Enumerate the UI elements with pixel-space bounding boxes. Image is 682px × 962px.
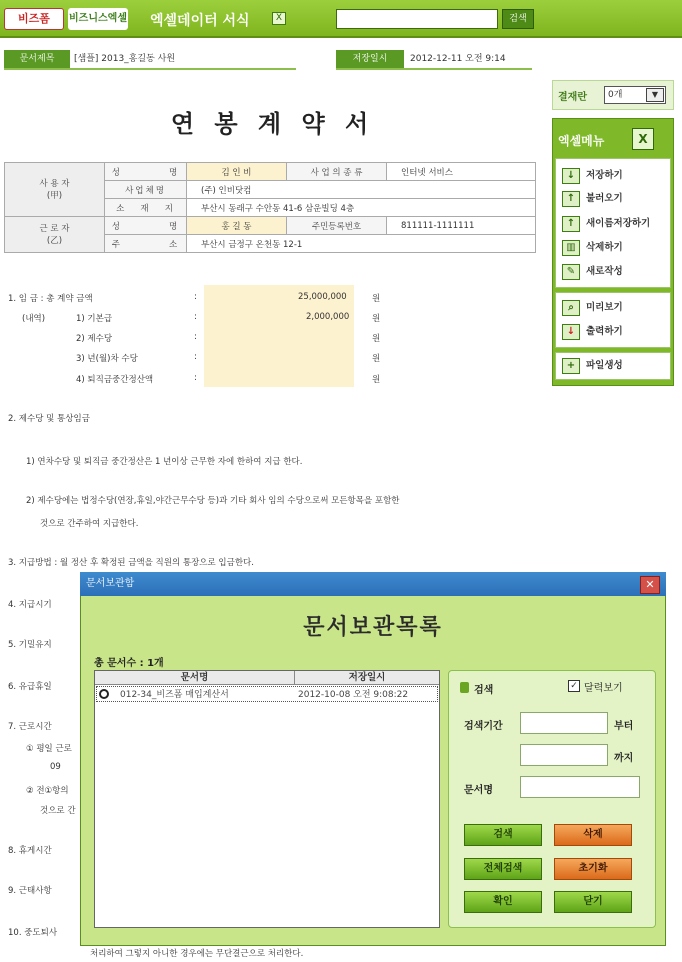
doc-list[interactable]: [94, 670, 440, 928]
section-1-title: 1. 임 금 : 총 계약 금액: [8, 294, 93, 304]
business-excel-logo[interactable]: 비즈니스엑셀: [68, 8, 128, 30]
excel-icon: X: [632, 128, 654, 150]
doc-title-label: 문서제목: [4, 50, 70, 68]
employee-name[interactable]: 홍 길 동: [187, 217, 287, 235]
colon: :: [194, 332, 197, 342]
item-base-pay: 1) 기본급: [76, 314, 113, 324]
from-label: 부터: [614, 721, 634, 732]
save-as-icon: ↑: [562, 216, 580, 232]
docname-label: 문서명: [464, 785, 493, 796]
reset-button[interactable]: 초기화: [554, 858, 632, 880]
menu-label: 저장하기: [586, 170, 623, 181]
won-unit: 원: [372, 354, 381, 364]
section-10: 10. 중도퇴사: [8, 928, 58, 938]
won-unit: 원: [372, 375, 381, 385]
menu-label: 삭제하기: [586, 242, 623, 253]
bizform-logo[interactable]: 비즈폼: [4, 8, 64, 30]
menu-label: 파일생성: [586, 360, 623, 371]
business-type-label: 사 업 의 종 류: [287, 163, 387, 181]
total-amount[interactable]: 25,000,000: [298, 292, 347, 302]
doc-count: 총 문서수 : 1개: [94, 658, 164, 669]
company-label: 사업체명: [105, 181, 187, 199]
save-date-value: 2012-12-11 오전 9:14: [410, 54, 506, 64]
company-value[interactable]: (주) 인비닷컴: [187, 181, 536, 199]
location-label: 소 재 지: [105, 199, 187, 217]
won-unit: 원: [372, 334, 381, 344]
app-title: 엑셀데이터 서식: [150, 13, 250, 29]
excel-menu-title: 엑셀메뉴: [558, 134, 605, 148]
approval-label: 결재란: [558, 92, 587, 103]
menu-preview[interactable]: [562, 298, 623, 318]
item-severance: 4) 퇴직금중간정산액: [76, 375, 154, 385]
search-panel: [448, 670, 656, 928]
period-label: 검색기간: [464, 721, 503, 732]
calendar-label: 달력보기: [584, 683, 623, 694]
excel-icon: X: [272, 12, 286, 25]
section-7-2-cont: 것으로 간: [40, 806, 76, 816]
section-7-1: ① 평일 근로: [26, 744, 72, 754]
menu-label: 새이름저장하기: [586, 218, 651, 229]
address-label: 주 소: [105, 235, 187, 253]
name-label: 성 명: [105, 163, 187, 181]
dialog-titlebar[interactable]: 문서보관함: [80, 572, 666, 596]
docname-field[interactable]: [520, 776, 640, 798]
menu-label: 출력하기: [586, 326, 623, 337]
search-panel-title: 검색: [474, 685, 494, 696]
colon: :: [194, 352, 197, 362]
id-label: 주민등록번호: [287, 217, 387, 235]
save-icon: ↓: [562, 168, 580, 184]
date-to-field[interactable]: [520, 744, 608, 766]
delete-button[interactable]: 삭제: [554, 824, 632, 846]
trash-icon: ▥: [562, 240, 580, 256]
menu-label: 새로작성: [586, 266, 623, 277]
menu-new[interactable]: [562, 262, 623, 282]
won-unit: 원: [372, 294, 381, 304]
search-icon: [460, 682, 469, 693]
section-8: 8. 휴게시간: [8, 846, 52, 856]
section-7: 7. 근로시간: [8, 722, 52, 732]
col-doc-name[interactable]: 문서명: [95, 671, 295, 685]
menu-open[interactable]: [562, 189, 623, 209]
close-button[interactable]: 닫기: [554, 891, 632, 913]
col-save-date[interactable]: 저장일시: [295, 671, 439, 685]
menu-label: 불러오기: [586, 193, 623, 204]
top-search-button[interactable]: 검색: [502, 9, 534, 29]
menu-save[interactable]: [562, 166, 623, 186]
id-number[interactable]: 811111-1111111: [387, 217, 536, 235]
menu-print[interactable]: [562, 322, 623, 342]
row-doc-name: 012-34_비즈폼 매입계산서: [120, 690, 229, 700]
new-doc-icon: ✎: [562, 264, 580, 280]
ok-button[interactable]: 확인: [464, 891, 542, 913]
item-annual-leave: 3) 년(월)차 수당: [76, 354, 138, 364]
doc-title-value: [샘플] 2013_홍길동 사원: [74, 54, 176, 64]
section-3: 3. 지급방법 : 월 정산 후 확정된 금액을 직원의 통장으로 입금한다.: [8, 558, 254, 568]
row-radio[interactable]: [99, 689, 109, 699]
print-icon: ↓: [562, 324, 580, 340]
calendar-checkbox[interactable]: ✓: [568, 680, 580, 692]
menu-delete[interactable]: [562, 238, 623, 258]
business-type[interactable]: 인터넷 서비스: [387, 163, 536, 181]
search-button[interactable]: 검색: [464, 824, 542, 846]
approval-select[interactable]: 0개: [604, 86, 666, 104]
location-value[interactable]: 부산시 동래구 수안동 41-6 삼운빌딩 4층: [187, 199, 536, 217]
detail-label: (내역): [22, 314, 46, 324]
search-all-button[interactable]: 전체검색: [464, 858, 542, 880]
top-search-input[interactable]: [336, 9, 498, 29]
colon: :: [194, 312, 197, 322]
create-file-icon: +: [562, 358, 580, 374]
contract-title: 연 봉 계 약 서: [170, 110, 375, 138]
date-from-field[interactable]: [520, 712, 608, 734]
save-date-label: 저장일시: [336, 50, 404, 68]
section-2-1: 1) 연차수당 및 퇴직금 중간정산은 1 년이상 근무한 자에 한하여 지급 한다.: [26, 457, 303, 467]
row-save-date: 2012-10-08 오전 9:08:22: [298, 690, 409, 700]
section-10-cont: 처리하여 그렇지 아니한 경우에는 무단결근으로 처리한다.: [90, 949, 304, 959]
item-allowance: 2) 제수당: [76, 334, 113, 344]
section-2-2: 2) 제수당에는 법정수당(연장,휴일,야간근무수당 등)과 기타 회사 임의 수당으로써 모든항목을 포함한: [26, 496, 400, 506]
menu-label: 미리보기: [586, 302, 623, 313]
section-2-2-cont: 것으로 간주하여 지급한다.: [40, 519, 139, 529]
preview-icon: ⌕: [562, 300, 580, 316]
divider: [336, 68, 532, 70]
address-value[interactable]: 부산시 금정구 온천동 12-1: [187, 235, 536, 253]
employee-name-label: 성 명: [105, 217, 187, 235]
section-7-2: ② 전①항의: [26, 786, 69, 796]
divider: [4, 68, 296, 70]
section-5: 5. 기밀유지: [8, 640, 52, 650]
base-pay-amount[interactable]: 2,000,000: [306, 312, 350, 322]
colon: :: [194, 292, 197, 302]
section-2-title: 2. 제수당 및 통상임금: [8, 414, 90, 424]
section-4: 4. 지급시기: [8, 600, 52, 610]
section-7-1-time: 09: [50, 762, 61, 772]
employer-label: 사 용 자 (甲): [5, 163, 105, 217]
colon: :: [194, 373, 197, 383]
chevron-down-icon[interactable]: ▼: [646, 88, 664, 102]
dialog-heading: 문서보관목록: [303, 615, 443, 640]
party-table: [4, 162, 536, 253]
open-icon: ↑: [562, 191, 580, 207]
employer-name[interactable]: 김 인 비: [187, 163, 287, 181]
won-unit: 원: [372, 314, 381, 324]
section-9: 9. 근태사항: [8, 886, 52, 896]
menu-save-as[interactable]: [562, 214, 650, 234]
to-label: 까지: [614, 753, 634, 764]
menu-create-file[interactable]: [562, 356, 623, 376]
employee-label: 근 로 자 (乙): [5, 217, 105, 253]
section-6: 6. 유급휴일: [8, 682, 52, 692]
close-icon[interactable]: ✕: [640, 576, 660, 594]
